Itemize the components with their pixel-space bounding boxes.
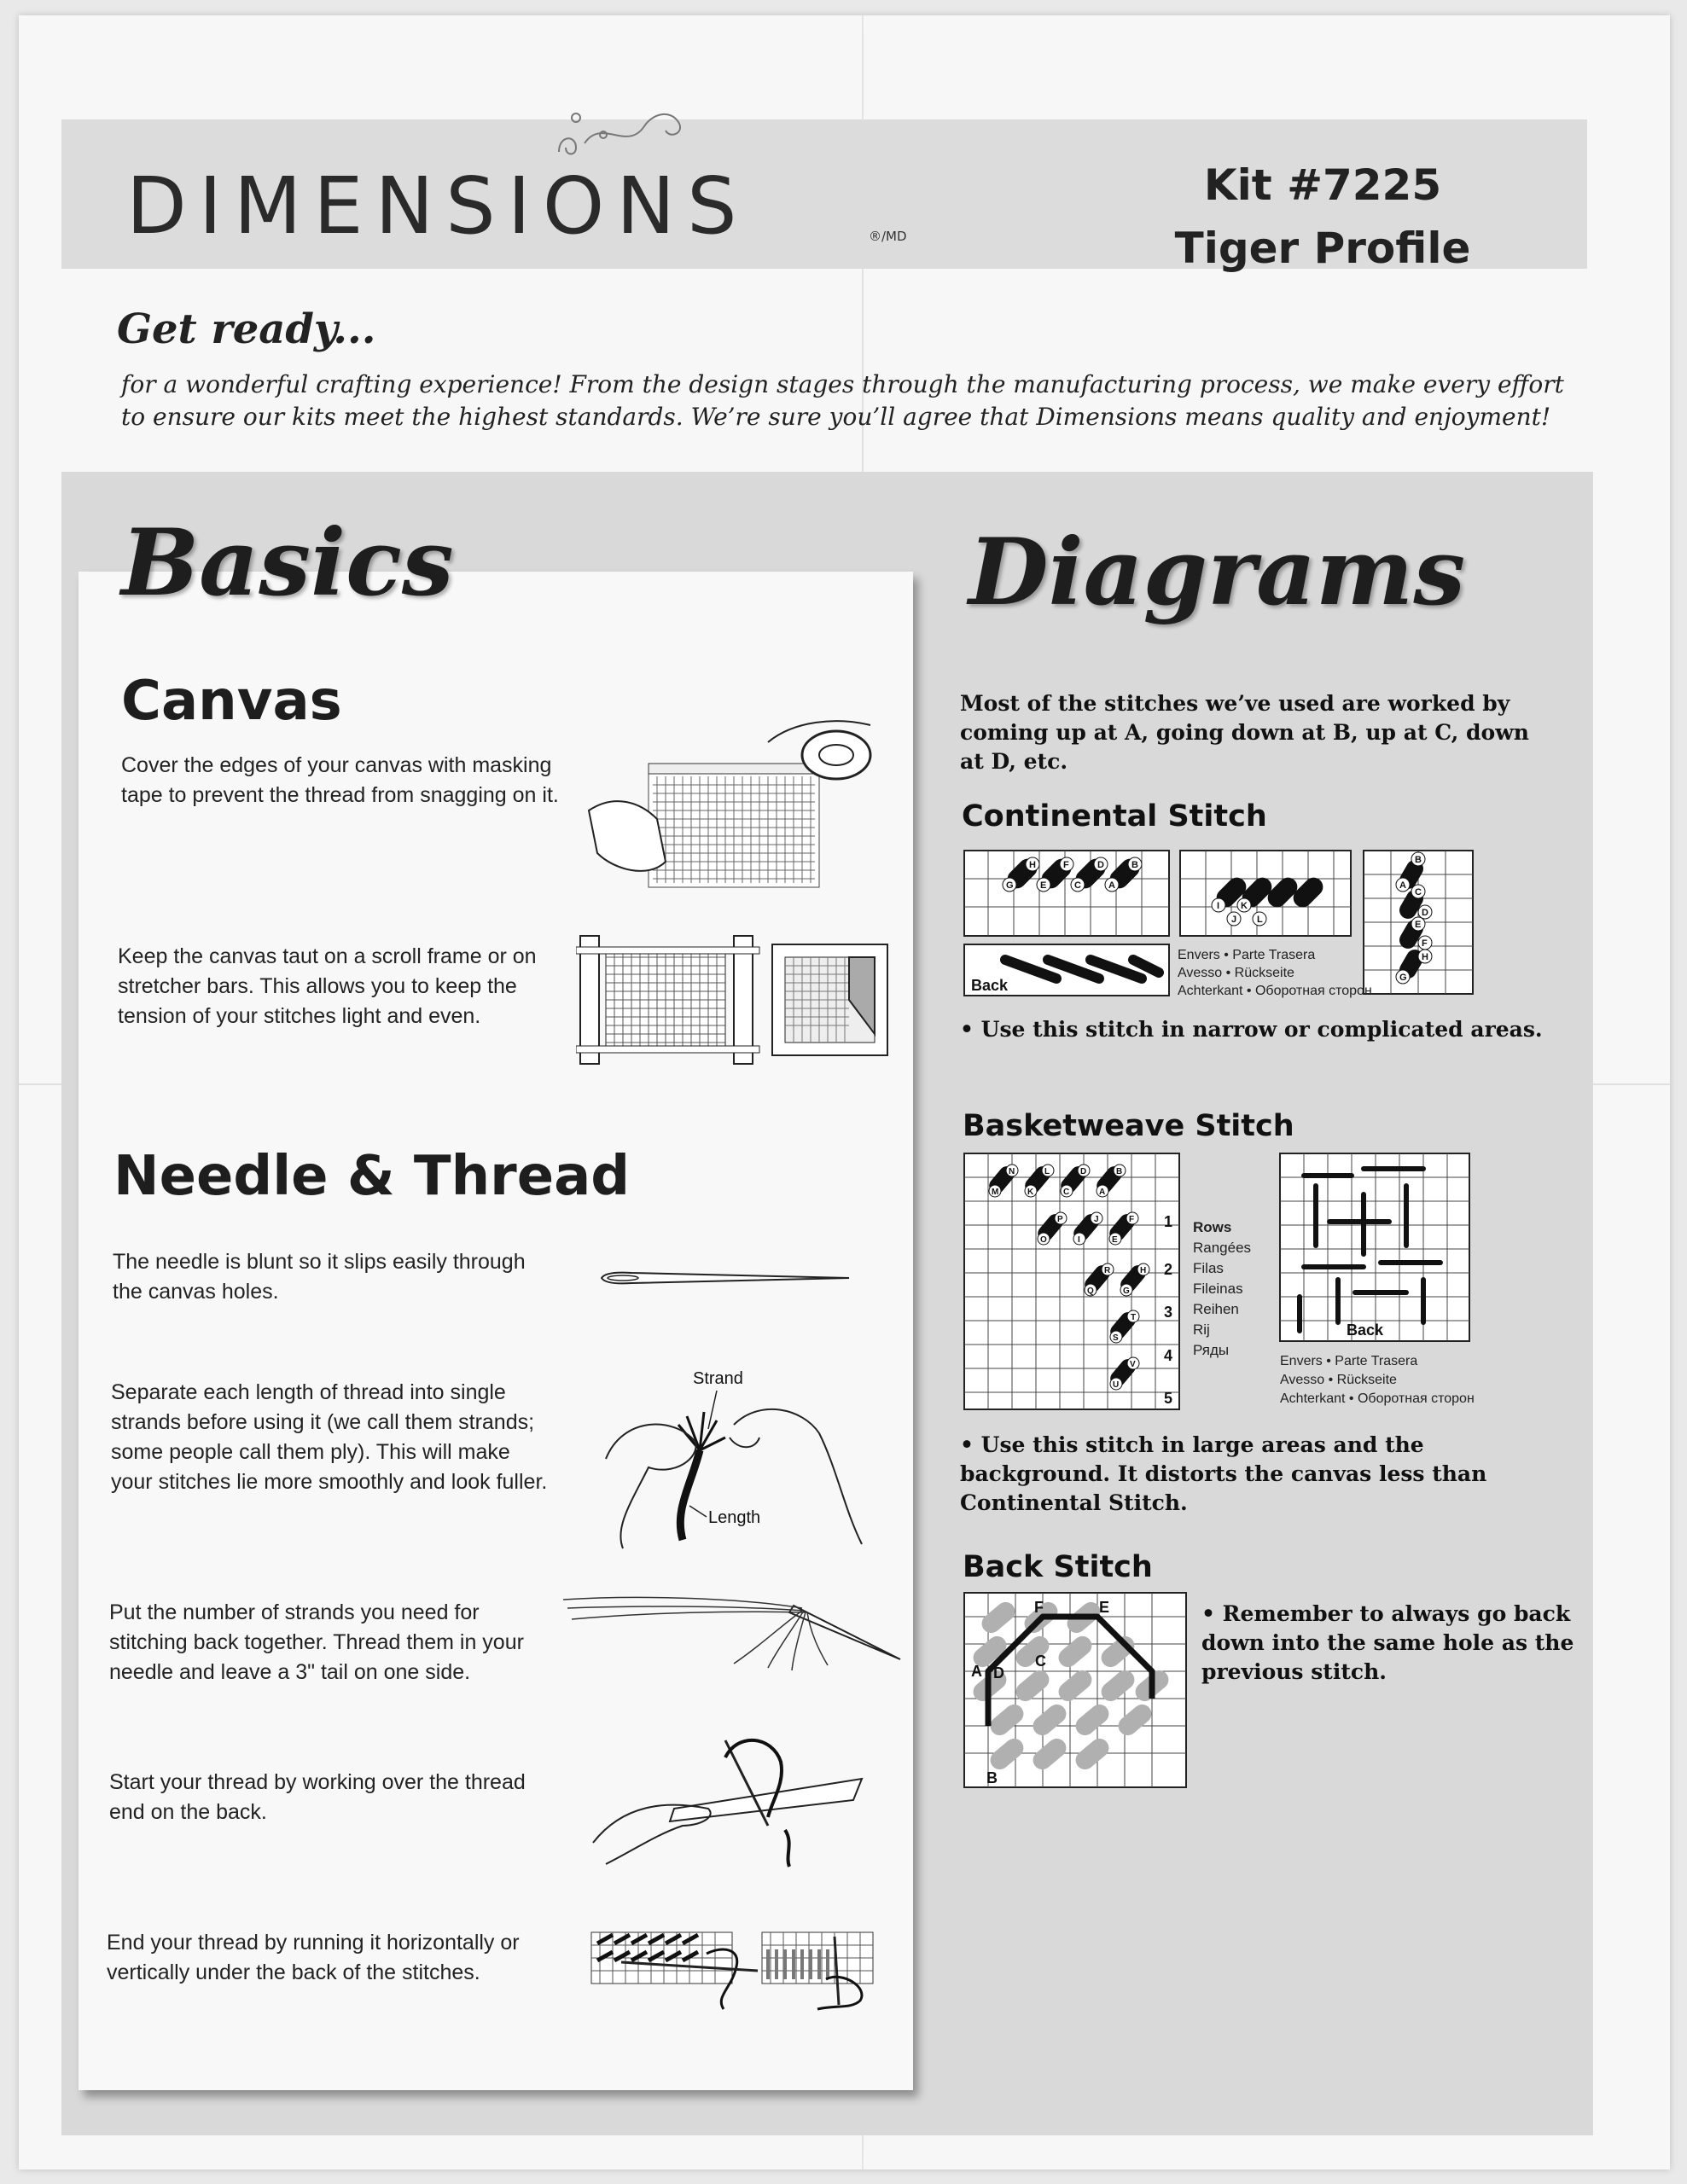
cont-letter-2: E — [1040, 880, 1047, 891]
bw-letter-6: A — [1099, 1188, 1106, 1197]
cont-letter-6: A — [1108, 880, 1115, 891]
brand-trademark: ®/MD — [869, 229, 907, 244]
bw-row-1: 1 — [1164, 1213, 1173, 1230]
bw-letter-10: I — [1078, 1235, 1080, 1245]
basketweave-stitch-diagram — [963, 1152, 1492, 1416]
cont3-letter-7: H — [1422, 952, 1428, 962]
bw-letter-19: T — [1131, 1313, 1137, 1322]
bw-rows-label-6: Ряды — [1193, 1342, 1230, 1358]
cont3-letter-4: E — [1415, 920, 1422, 930]
cont-letter-3: F — [1063, 860, 1069, 870]
bw-row-4: 4 — [1164, 1347, 1173, 1364]
bw-letter-13: F — [1129, 1215, 1135, 1224]
bw-row-2: 2 — [1164, 1261, 1173, 1278]
taping-canvas-illustration — [580, 717, 887, 904]
continental-stitch-diagram — [963, 849, 1492, 1002]
bw-rows-label-2: Filas — [1193, 1260, 1224, 1276]
needle-thread-heading: Needle & Thread — [113, 1145, 631, 1208]
start-thread-illustration — [589, 1723, 870, 1868]
continental-back-translation-0: Envers • Parte Trasera — [1178, 948, 1316, 962]
basketweave-back-translation-2: Achterkant • Оборотная сторон — [1280, 1391, 1475, 1406]
bw-letter-18: S — [1113, 1333, 1119, 1343]
strand-label: Strand — [693, 1369, 743, 1388]
bs-letter-f: F — [1034, 1599, 1044, 1616]
bs-letter-b: B — [986, 1769, 998, 1786]
backstitch-note: • Remember to always go back down into the same hole as the previous stitch. — [1201, 1601, 1574, 1684]
continental-back-translation-1: Avesso • Rückseite — [1178, 966, 1294, 980]
bw-letter-4: C — [1063, 1188, 1070, 1197]
cont3-letter-3: D — [1422, 908, 1428, 918]
strands-together-text: Put the number of strands you need for stitching back together. Thread them in your needle and leave a 3" tail on one side. — [109, 1600, 524, 1684]
scroll-frame-illustration — [576, 932, 896, 1068]
canvas-frame-text: Keep the canvas taut on a scroll frame or on stretcher bars. This allows you to keep the tension of your stitches light and even. — [118, 944, 537, 1028]
cont2-letter-0: I — [1217, 901, 1220, 911]
kit-number: Kit #7225 — [1203, 160, 1442, 210]
bw-rows-label-5: Rij — [1193, 1321, 1210, 1338]
cont-letter-5: D — [1097, 860, 1104, 870]
canvas-tape-text: Cover the edges of your canvas with masking tape to prevent the thread from snagging on it. — [121, 753, 559, 807]
bs-letter-c: C — [1035, 1653, 1046, 1670]
cont2-letter-3: L — [1257, 915, 1263, 925]
bs-letter-a: A — [971, 1663, 982, 1680]
cont3-letter-1: A — [1399, 880, 1406, 891]
end-thread-text: End your thread by running it horizontally or vertically under the back of the stitches. — [107, 1931, 520, 1984]
backstitch-heading: Back Stitch — [963, 1550, 1153, 1584]
bs-letter-e: E — [1099, 1599, 1110, 1616]
bs-letter-d: D — [993, 1664, 1004, 1682]
continental-heading: Continental Stitch — [962, 799, 1267, 834]
cont2-letter-1: J — [1231, 915, 1237, 925]
diagrams-intro: Most of the stitches we’ve used are worked by coming up at A, going down at B, up at C, down at D, etc. — [960, 691, 1529, 774]
bw-letter-5: D — [1080, 1167, 1087, 1176]
bw-row-3: 3 — [1164, 1304, 1173, 1321]
bw-letter-1: N — [1009, 1167, 1015, 1176]
cont-letter-4: C — [1074, 880, 1081, 891]
bw-rows-label-4: Reihen — [1193, 1301, 1239, 1317]
cont-letter-7: B — [1131, 860, 1138, 870]
cont-letter-0: G — [1006, 880, 1014, 891]
bw-letter-15: R — [1104, 1266, 1111, 1275]
bw-letter-7: B — [1116, 1167, 1123, 1176]
needle-text: The needle is blunt so it slips easily through the canvas holes. — [113, 1250, 526, 1304]
bw-row-5: 5 — [1164, 1390, 1173, 1407]
canvas-heading: Canvas — [121, 670, 342, 733]
continental-note: • Use this stitch in narrow or complicated areas. — [960, 1017, 1543, 1042]
bw-letter-20: U — [1113, 1380, 1120, 1390]
diagrams-title: Diagrams — [969, 519, 1466, 626]
bw-letter-21: V — [1130, 1360, 1136, 1369]
back-stitch-diagram — [963, 1591, 1189, 1792]
intro-heading: Get ready... — [117, 305, 376, 353]
basics-title: Basics — [121, 509, 454, 617]
cont2-letter-2: K — [1241, 901, 1248, 911]
bw-letter-2: K — [1027, 1188, 1034, 1197]
cont3-letter-6: G — [1399, 973, 1407, 983]
bw-rows-label-1: Rangées — [1193, 1240, 1252, 1256]
continental-back-label: Back — [971, 977, 1009, 994]
cont3-letter-0: B — [1415, 855, 1422, 865]
cont-letter-1: H — [1029, 860, 1036, 870]
bw-letter-0: M — [992, 1188, 999, 1197]
basketweave-back-translation-1: Avesso • Rückseite — [1280, 1373, 1397, 1387]
separate-strands-text: Separate each length of thread into single strands before using it (we call them strands; some people call them ply). This will make your stitches lie more smoothly and look fuller. — [111, 1380, 548, 1494]
bw-letter-8: O — [1040, 1235, 1047, 1245]
brand-logo: DIMENSIONS — [126, 160, 749, 252]
bw-letter-11: J — [1094, 1215, 1099, 1224]
bw-letter-17: H — [1140, 1266, 1147, 1275]
bw-letter-16: G — [1123, 1287, 1130, 1296]
threaded-needle-illustration — [563, 1587, 905, 1672]
basketweave-back-label: Back — [1347, 1321, 1384, 1339]
bw-rows-label-3: Fileinas — [1193, 1281, 1243, 1297]
continental-back-translation-2: Achterkant • Оборотная сторон — [1178, 984, 1372, 998]
basketweave-heading: Basketweave Stitch — [963, 1109, 1294, 1143]
bw-letter-9: P — [1057, 1215, 1063, 1224]
basketweave-back-translation-0: Envers • Parte Trasera — [1280, 1354, 1418, 1368]
needle-icon — [597, 1261, 853, 1295]
length-label: Length — [708, 1508, 761, 1527]
cont3-letter-5: F — [1422, 938, 1428, 949]
logo-swirl-icon — [550, 101, 704, 169]
separating-strands-illustration — [589, 1356, 870, 1553]
bw-rows-label-0: Rows — [1193, 1219, 1232, 1235]
cont3-letter-2: C — [1415, 887, 1422, 897]
bw-letter-3: L — [1044, 1167, 1050, 1176]
start-thread-text: Start your thread by working over the thread end on the back. — [109, 1770, 526, 1824]
end-thread-illustration — [587, 1920, 877, 2013]
bw-letter-12: E — [1112, 1235, 1118, 1245]
bw-letter-14: Q — [1087, 1287, 1094, 1296]
intro-text: for a wonderful crafting experience! From the design stages through the manufacturing process, we make every effort to ensure our kits meet the highest standards. We’re sure you’ll agree that Dimensions means quality and enjoyment! — [121, 370, 1564, 431]
kit-name: Tiger Profile — [1174, 224, 1471, 273]
basketweave-note: • Use this stitch in large areas and the background. It distorts the canvas less than Continental Stitch. — [960, 1432, 1487, 1515]
